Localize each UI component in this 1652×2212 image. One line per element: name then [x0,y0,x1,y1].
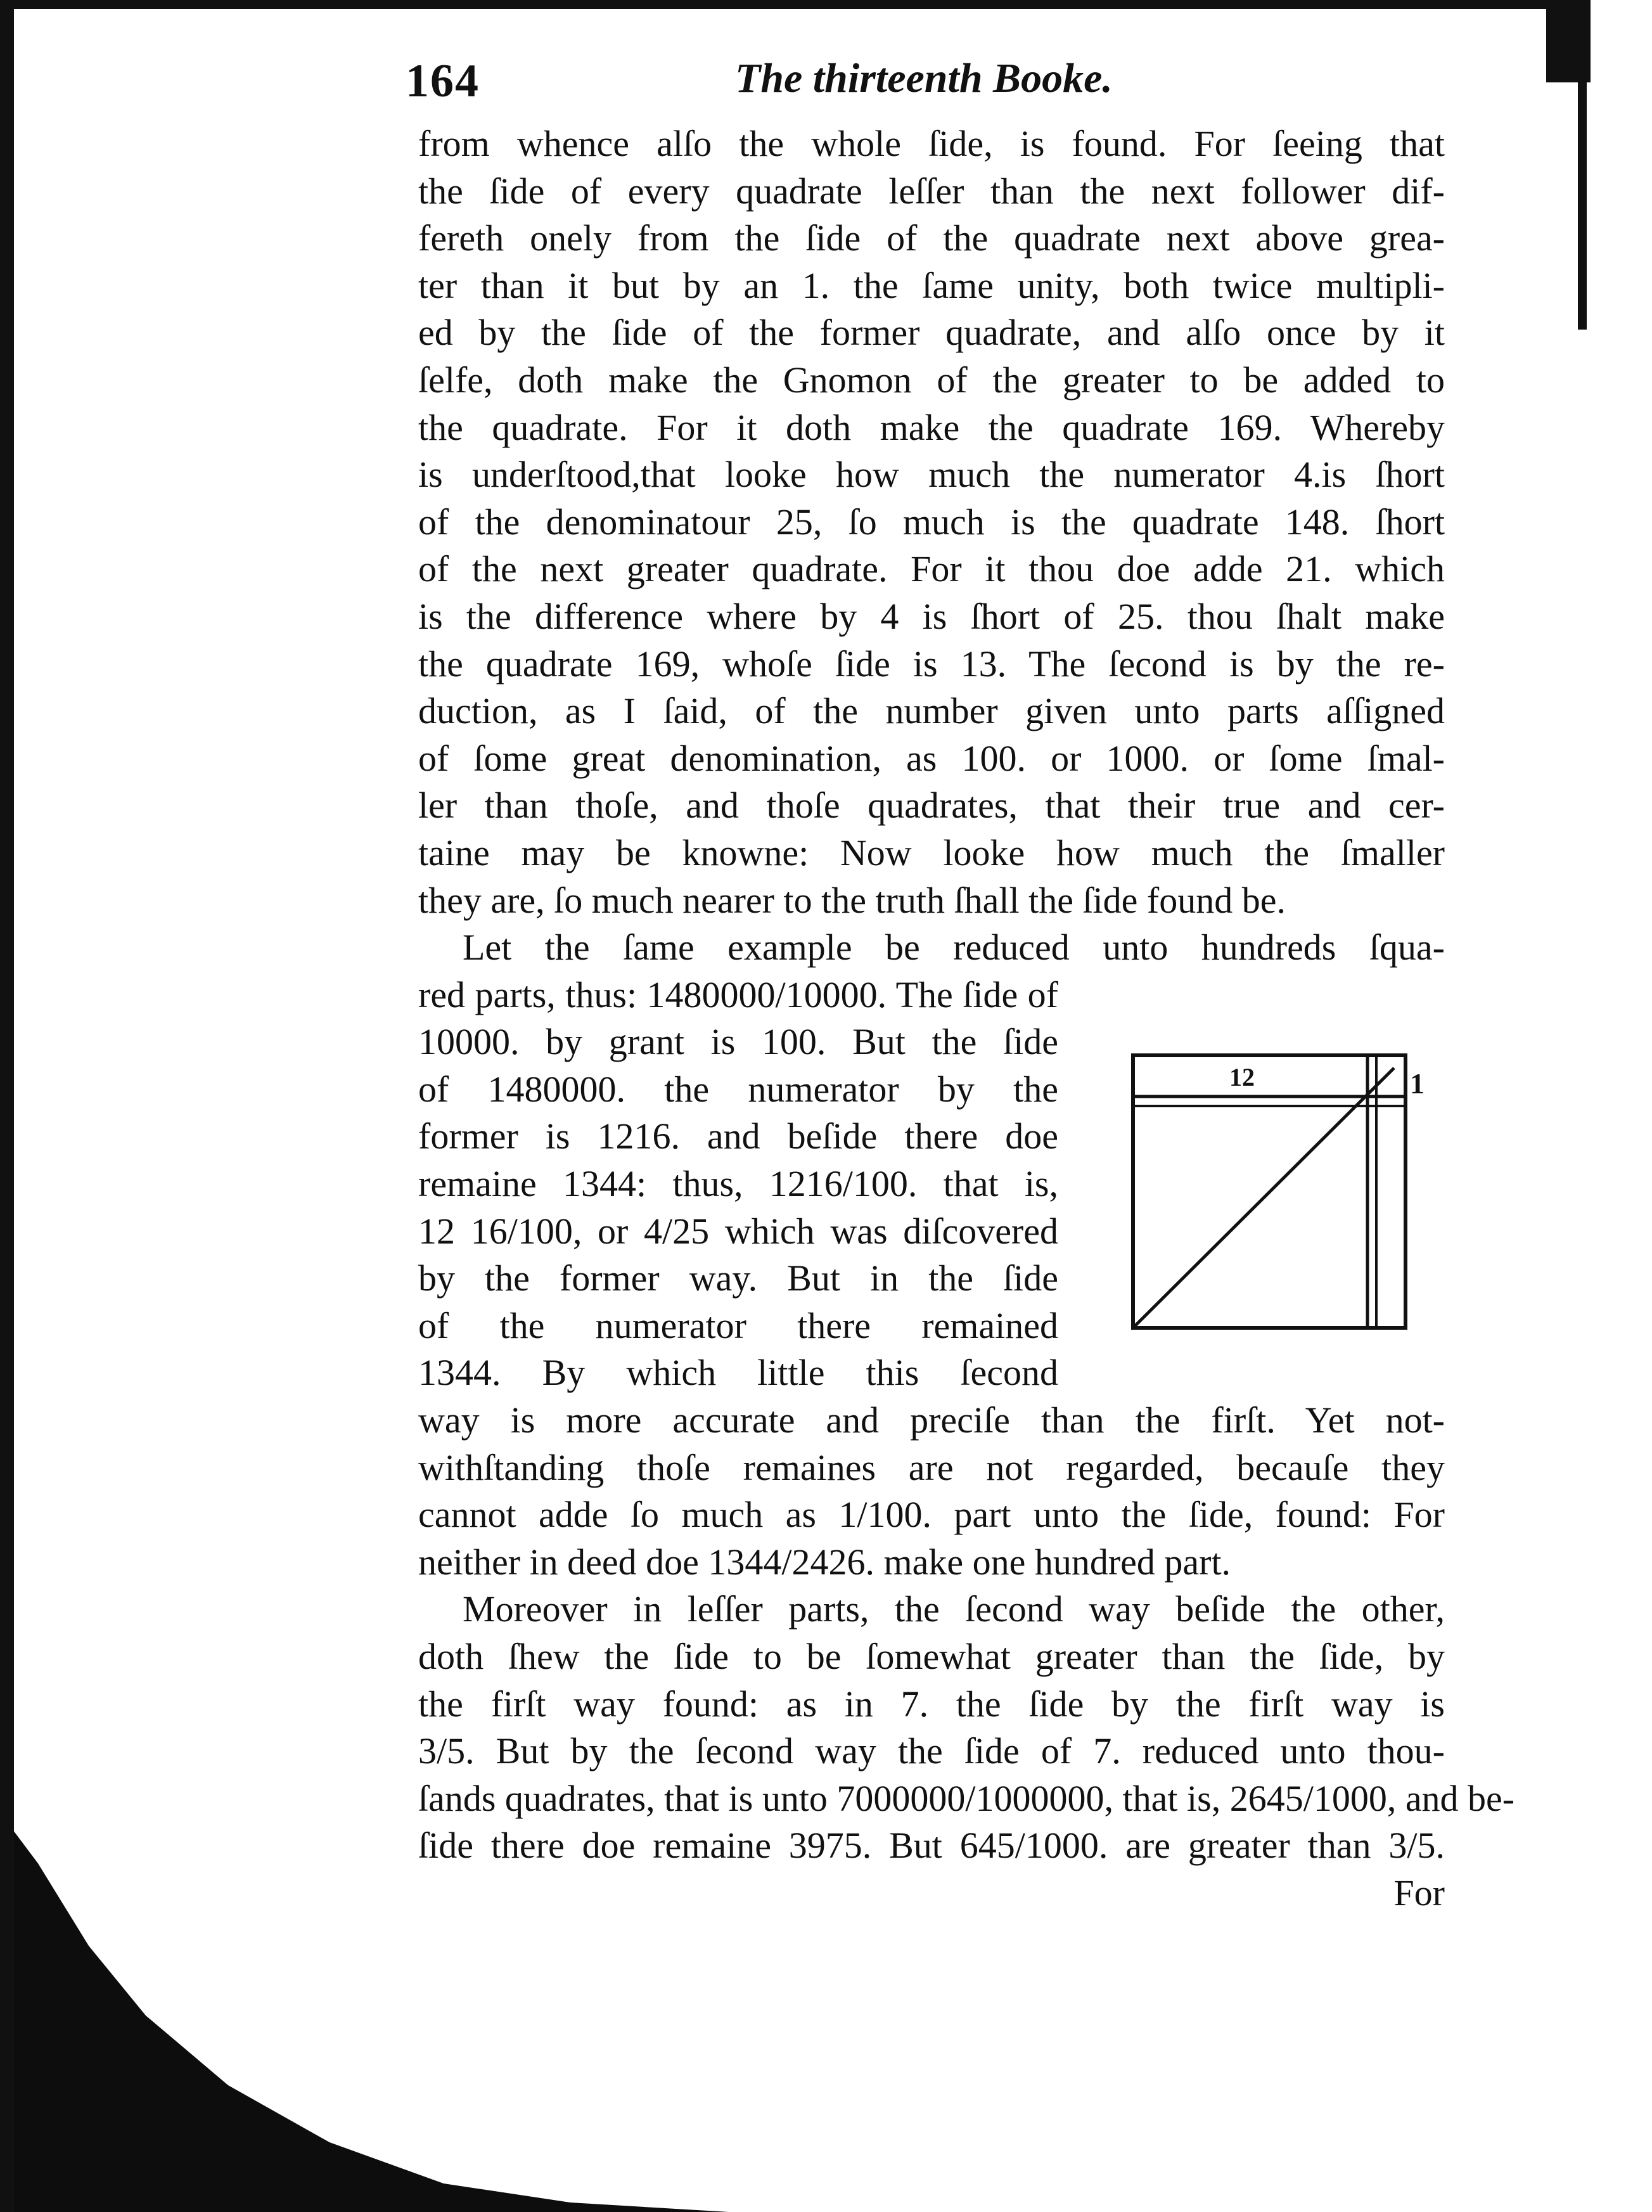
text-line: is underſtood,that looke how much the numerator 4.is ſhort [418,454,1445,496]
text-line: 1344. By which little this ſecond [418,1352,1058,1394]
text-line: of 1480000. the numerator by the [418,1068,1058,1110]
body-text [418,120,1515,1917]
text-line: from whence alſo the whole ſide, is found. For ſeeing that [418,123,1445,164]
text-line: neither in deed doe 1344/2426. make one hundred part. [418,1541,1231,1583]
text-line: the firſt way found: as in 7. the ſide by the firſt way is [418,1683,1445,1725]
text-line: former is 1216. and beſide there doe [418,1116,1058,1157]
text-line: 3/5. But by the ſecond way the ſide of 7. reduced unto thou- [418,1730,1445,1772]
text-line: duction, as I ſaid, of the number given unto parts aſſigned [418,690,1445,732]
text-line: the ſide of every quadrate leſſer than the next follower dif- [418,170,1445,212]
text-line: 10000. by grant is 100. But the ſide [418,1021,1058,1063]
text-line: ter than it but by an 1. the ſame unity, both twice multipli- [418,264,1445,306]
text-line: the quadrate. For it doth make the quadrate 169. Whereby [418,406,1445,448]
text-line: ſide there doe remaine 3975. But 645/1000. are greater than 3/5. [418,1825,1445,1867]
catchword: For [1393,1872,1445,1913]
running-header [406,55,1204,124]
scan-edge-right-strip [1578,0,1587,330]
text-line: doth ſhew the ſide to be ſomewhat greater than the ſide, by [418,1636,1445,1677]
running-title: The thirteenth Booke. [735,55,1113,101]
gnomon-diagram [1128,1049,1426,1366]
text-line: of the next greater quadrate. For it thou doe adde 21. which [418,548,1445,590]
text-line: of ſome great denomination, as 100. or 1000. or ſome ſmal- [418,737,1445,779]
text-line: the quadrate 169, whoſe ſide is 13. The ſecond is by the re- [418,643,1445,685]
scan-border-top [0,0,1553,9]
page-number: 164 [406,55,480,107]
text-line: Let the ſame example be reduced unto hundreds ſqua- [463,927,1445,968]
text-line: ſands quadrates, that is unto 7000000/1000000, that is, 2645/1000, and be- [418,1777,1515,1819]
text-line: red parts, thus: 1480000/10000. The ſide of [418,974,1058,1015]
text-line: they are, ſo much nearer to the truth ſhall the ſide found be. [418,879,1286,921]
diagram-label-top: 12 [1229,1063,1255,1091]
diagram-label-side: 1 [1410,1067,1425,1100]
text-line: Moreover in leſſer parts, the ſecond way beſide the other, [463,1588,1445,1630]
text-line: remaine 1344: thus, 1216/100. that is, [418,1163,1058,1205]
text-line: is the difference where by 4 is ſhort of 25. thou ſhalt make [418,595,1445,637]
text-line: ſelfe, doth make the Gnomon of the greater to be added to [418,359,1445,401]
text-line: ler than thoſe, and thoſe quadrates, that their true and cer- [418,785,1445,826]
text-line: cannot adde ſo much as 1/100. part unto the ſide, found: For [418,1494,1445,1536]
text-line: taine may be knowne: Now looke how much the ſmaller [418,832,1445,873]
text-line: way is more accurate and preciſe than the firſt. Yet not- [418,1399,1445,1441]
text-line: by the former way. But in the ſide [418,1257,1058,1299]
text-line: withſtanding thoſe remaines are not regarded, becauſe they [418,1446,1445,1488]
text-line: fereth onely from the ſide of the quadrate next above grea- [418,217,1445,259]
text-line: 12 16/100, or 4/25 which was diſcovered [418,1210,1058,1252]
text-line: ed by the ſide of the former quadrate, and alſo once by it [418,312,1445,354]
text-line: of the numerator there remained [418,1304,1058,1346]
text-line: of the denominatour 25, ſo much is the quadrate 148. ſhort [418,501,1445,543]
